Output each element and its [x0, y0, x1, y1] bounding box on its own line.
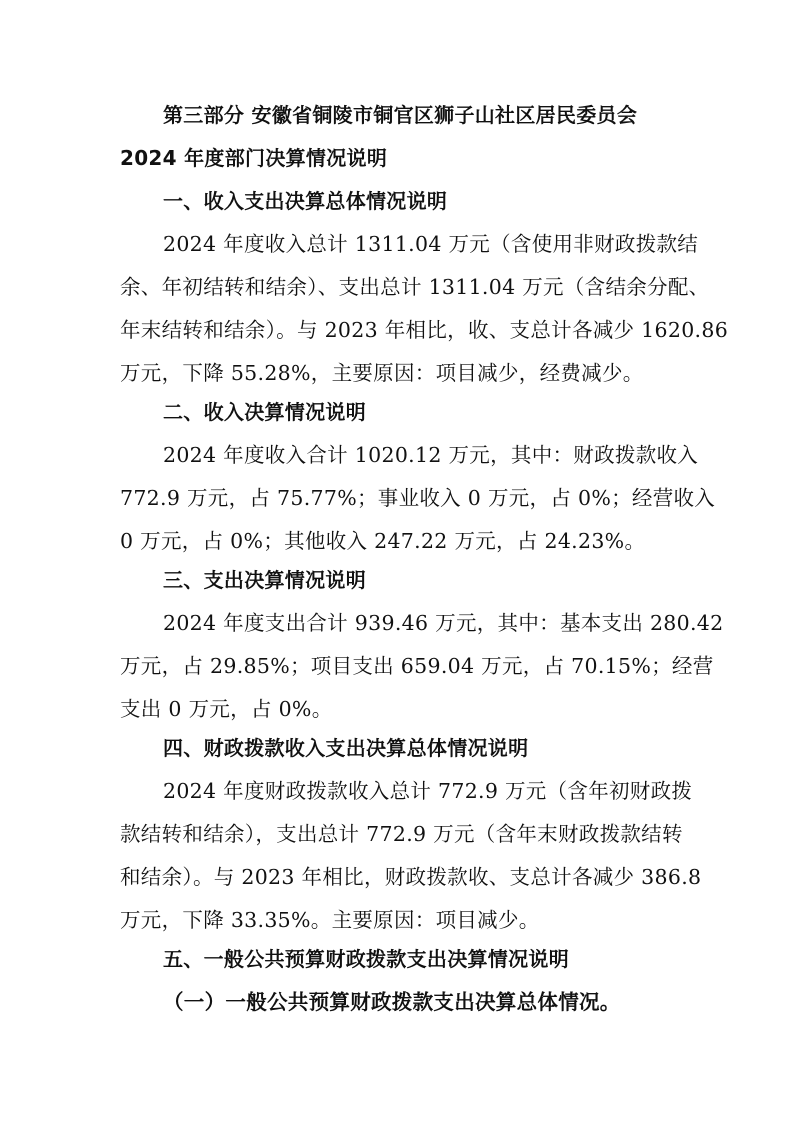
section4-line2: 款结转和结余），支出总计 772.9 万元（含年末财政拨款结转 — [120, 822, 683, 846]
section1-line1: 2024 年度收入总计 1311.04 万元（含使用非财政拨款结 — [163, 232, 699, 256]
doc-title-line2: 2024 年度部门决算情况说明 — [120, 146, 388, 170]
section2-line2: 772.9 万元，占 75.77%；事业收入 0 万元，占 0%；经营收入 — [120, 486, 716, 510]
section2-line1: 2024 年度收入合计 1020.12 万元，其中：财政拨款收入 — [163, 443, 699, 467]
section4-heading: 四、财政拨款收入支出决算总体情况说明 — [163, 736, 529, 760]
section4-line1: 2024 年度财政拨款收入总计 772.9 万元（含年初财政拨 — [163, 779, 693, 803]
section1-line2: 余、年初结转和结余）、支出总计 1311.04 万元（含结余分配、 — [120, 275, 710, 299]
doc-title-line1: 第三部分 安徽省铜陵市铜官区狮子山社区居民委员会 — [163, 103, 638, 127]
section3-line3: 支出 0 万元，占 0%。 — [120, 697, 333, 721]
section4-line4: 万元，下降 33.35%。主要原因：项目减少。 — [120, 908, 540, 932]
section5-subheading: （一）一般公共预算财政拨款支出决算总体情况。 — [163, 990, 621, 1014]
section2-line3: 0 万元，占 0%；其他收入 247.22 万元，占 24.23%。 — [120, 529, 646, 553]
section1-line4: 万元，下降 55.28%，主要原因：项目减少，经费减少。 — [120, 361, 644, 385]
section2-heading: 二、收入决算情况说明 — [163, 400, 366, 424]
section5-heading: 五、一般公共预算财政拨款支出决算情况说明 — [163, 947, 569, 971]
section1-heading: 一、收入支出决算总体情况说明 — [163, 189, 448, 213]
section1-line3: 年末结转和结余）。与 2023 年相比，收、支总计各减少 1620.86 — [120, 318, 729, 342]
section3-line2: 万元，占 29.85%；项目支出 659.04 万元，占 70.15%；经营 — [120, 654, 714, 678]
section4-line3: 和结余）。与 2023 年相比，财政拨款收、支总计各减少 386.8 — [120, 865, 702, 889]
section3-heading: 三、支出决算情况说明 — [163, 568, 366, 592]
section3-line1: 2024 年度支出合计 939.46 万元，其中：基本支出 280.42 — [163, 611, 724, 635]
